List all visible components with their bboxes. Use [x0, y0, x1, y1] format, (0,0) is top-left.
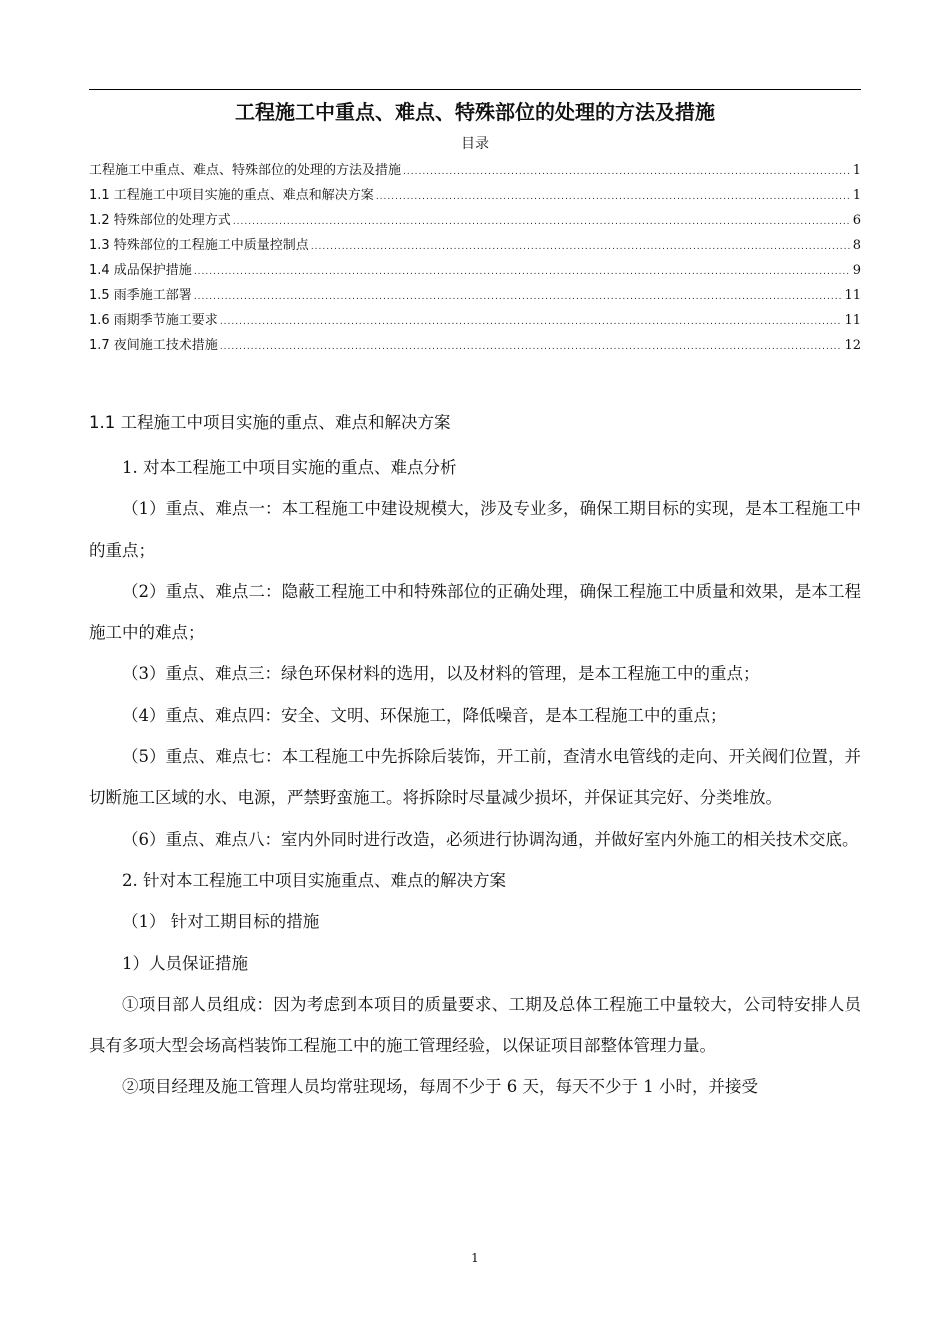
- toc-entry-text: 1.5 雨季施工部署: [89, 288, 192, 303]
- paragraph: （6）重点、难点八：室内外同时进行改造，必须进行协调沟通，并做好室内外施工的相关技术交底。: [122, 829, 859, 849]
- toc-leader-dots: [311, 236, 851, 258]
- toc-entry-text: 1.3 特殊部位的工程施工中质量控制点: [89, 238, 309, 253]
- toc-entry-page: 6: [852, 213, 861, 228]
- header-rule: [89, 89, 861, 90]
- toc-entry-page: 11: [844, 288, 861, 303]
- toc-entry[interactable]: [89, 235, 861, 260]
- toc-entry[interactable]: [89, 310, 861, 335]
- toc-entry[interactable]: [89, 185, 861, 210]
- paragraph: 1）人员保证措施: [122, 953, 248, 973]
- toc-entry-page: 1: [852, 163, 861, 178]
- toc-entry-page: 8: [852, 238, 861, 253]
- toc-entry-text: 1.6 雨期季节施工要求: [89, 313, 218, 328]
- toc-heading: 目录: [461, 136, 489, 152]
- toc-entry-text: 1.1 工程施工中项目实施的重点、难点和解决方案: [89, 188, 374, 203]
- toc-leader-dots: [220, 311, 843, 333]
- paragraph: 1. 对本工程施工中项目实施的重点、难点分析: [122, 458, 457, 477]
- paragraph: ②项目经理及施工管理人员均常驻现场，每周不少于 6 天，每天不少于 1 小时，并接受: [122, 1077, 758, 1097]
- toc-entry[interactable]: [89, 260, 861, 285]
- document-title: 工程施工中重点、难点、特殊部位的处理的方法及措施: [235, 100, 715, 124]
- toc-entry-page: 1: [852, 188, 861, 203]
- toc-entry-text: 工程施工中重点、难点、特殊部位的处理的方法及措施: [89, 163, 402, 178]
- toc-leader-dots: [194, 286, 843, 308]
- section-heading: 1.1 工程施工中项目实施的重点、难点和解决方案: [89, 413, 451, 432]
- toc-entry-text: 1.2 特殊部位的处理方式: [89, 213, 231, 228]
- toc-entry[interactable]: [89, 160, 861, 185]
- toc-entry-page: 12: [844, 338, 861, 353]
- paragraph: （5）重点、难点七：本工程施工中先拆除后装饰，开工前，查清水电管线的走向、开关阀们位置，并切断施工区域的水、电源，严禁野蛮施工。将拆除时尽量减少损坏，并保证其完好、分类堆放。: [89, 747, 861, 808]
- paragraph: ①项目部人员组成：因为考虑到本项目的质量要求、工期及总体工程施工中量较大，公司特安排人员具有多项大型会场高档装饰工程施工中的施工管理经验，以保证项目部整体管理力量。: [89, 994, 861, 1056]
- toc-entry-text: 1.7 夜间施工技术措施: [89, 338, 218, 353]
- body-text: [89, 447, 861, 1108]
- toc-leader-dots: [403, 161, 851, 183]
- toc-entry[interactable]: [89, 285, 861, 310]
- toc-leader-dots: [194, 261, 851, 283]
- toc-leader-dots: [220, 336, 843, 358]
- toc-leader-dots: [376, 186, 851, 208]
- toc-leader-dots: [233, 211, 851, 233]
- paragraph: （2）重点、难点二：隐蔽工程施工中和特殊部位的正确处理，确保工程施工中质量和效果，是本工程施工中的难点；: [89, 581, 861, 643]
- page-number: 1: [471, 1251, 479, 1265]
- paragraph: （4）重点、难点四：安全、文明、环保施工，降低噪音，是本工程施工中的重点；: [122, 705, 727, 725]
- toc-entry[interactable]: [89, 335, 861, 360]
- paragraph: （3）重点、难点三：绿色环保材料的选用，以及材料的管理，是本工程施工中的重点；: [122, 664, 760, 684]
- toc-entry-page: 11: [844, 313, 861, 328]
- toc-entry-page: 9: [852, 263, 861, 278]
- paragraph: （1）重点、难点一：本工程施工中建设规模大，涉及专业多，确保工期目标的实现，是本工程施工中的重点；: [89, 499, 861, 560]
- toc-entry-text: 1.4 成品保护措施: [89, 263, 192, 278]
- table-of-contents: [89, 160, 861, 360]
- toc-entry[interactable]: [89, 210, 861, 235]
- paragraph: 2. 针对本工程施工中项目实施重点、难点的解决方案: [122, 870, 506, 890]
- paragraph: （1） 针对工期目标的措施: [122, 912, 320, 932]
